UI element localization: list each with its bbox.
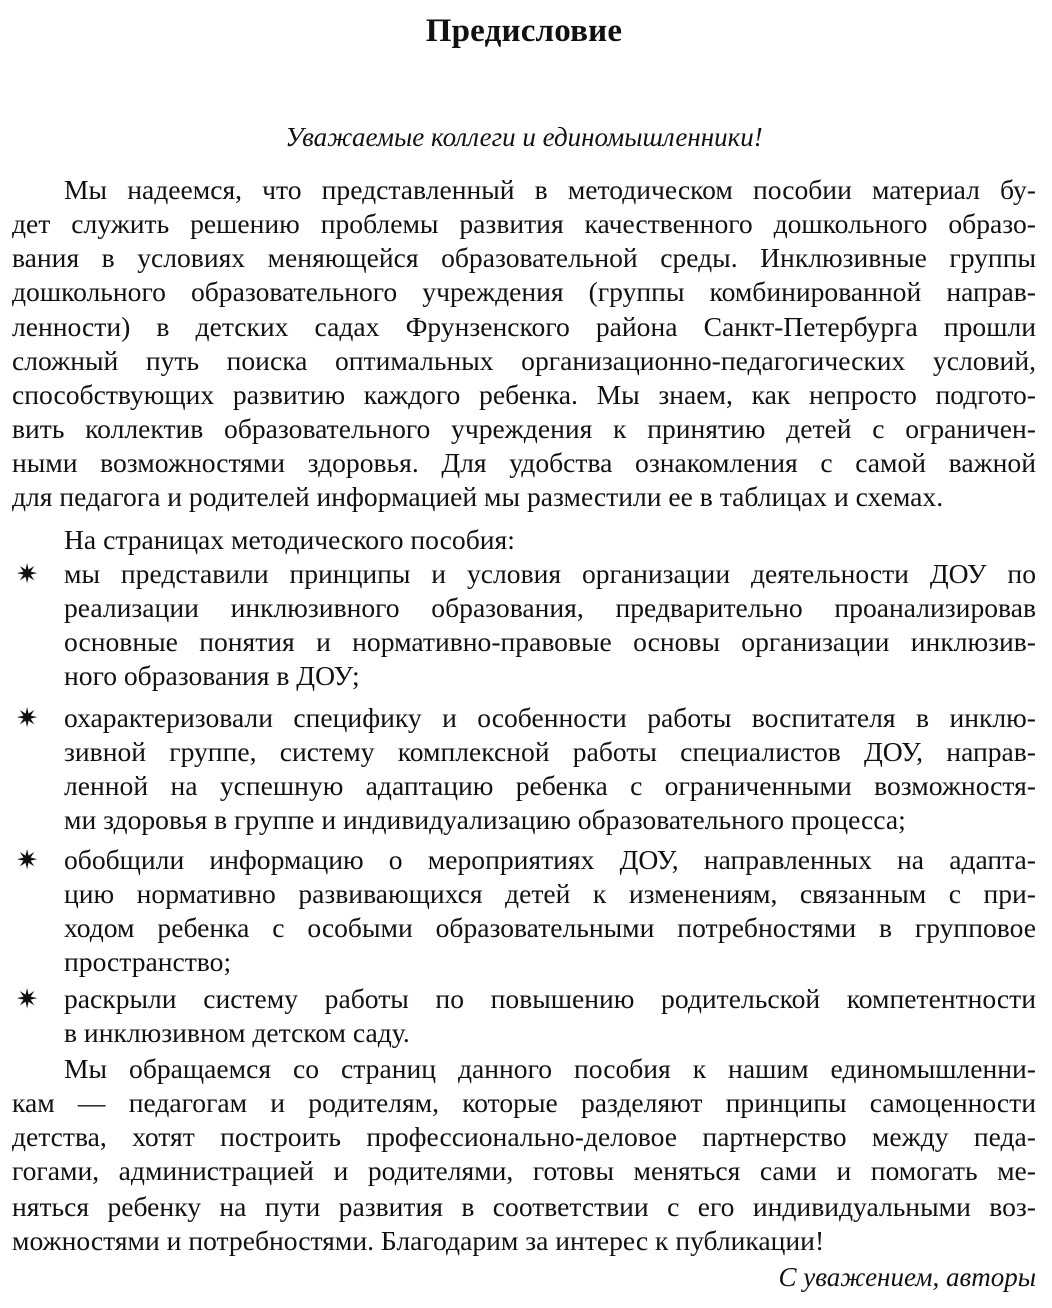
paragraph-1-line: для педагога и родителей информацией мы разместили ее в таблицах и схемах. — [12, 481, 944, 512]
list-intro: На страницах методического пособия: — [64, 524, 515, 555]
paragraph-2-line: кам — педагогам и родителям, которые разделяют принципы самоценности — [12, 1087, 1036, 1118]
bullet-line: цию нормативно развивающихся детей к изменениям, связанным с при- — [64, 878, 1036, 909]
bullet-item — [15, 982, 1036, 1016]
bullet-item — [15, 843, 1036, 877]
paragraph-1-line: ленности) в детских садах Фрунзенского района Санкт-Петербурга прошли — [12, 311, 1036, 342]
paragraph-1-line: дет служить решению проблемы развития качественного дошкольного образо- — [12, 208, 1036, 239]
bullet-line: в инклюзивном детском саду. — [64, 1017, 410, 1048]
paragraph-1-line: способствующих развитию каждого ребенка. Мы знаем, как непросто подгото- — [12, 379, 1036, 410]
bullet-line: реализации инклюзивного образования, предварительно проанализировав — [64, 592, 1036, 623]
paragraph-1-line: вания в условиях меняющейся образовательной среды. Инклюзивные группы — [12, 242, 1036, 273]
paragraph-1-line: ными возможностями здоровья. Для удобства ознакомления с самой важной — [12, 447, 1036, 478]
bullet-line: основные понятия и нормативно-правовые основы организации инклюзив- — [64, 626, 1036, 657]
paragraph-2-line: гогами, администрацией и родителями, готовы меняться сами и помогать ме- — [12, 1155, 1036, 1186]
bullet-text: обобщили информацию о мероприятиях ДОУ, направленных на адапта- — [64, 844, 1036, 875]
bullet-line: ного образования в ДОУ; — [64, 660, 360, 691]
paragraph-2-line: детства, хотят построить профессионально-деловое партнерство между педа- — [12, 1121, 1036, 1152]
paragraph-1-line: сложный путь поиска оптимальных организационно-педагогических условий, — [12, 345, 1036, 376]
paragraph-2-line: Мы обращаемся со страниц данного пособия к нашим единомышленни- — [64, 1053, 1036, 1084]
paragraph-2-line: няться ребенку на пути развития в соответствии с его индивидуальными воз- — [12, 1191, 1036, 1222]
bullet-item — [15, 701, 1036, 735]
asterisk-bullet-icon: ✷ — [15, 559, 39, 589]
asterisk-bullet-icon: ✷ — [15, 984, 39, 1014]
asterisk-bullet-icon: ✷ — [15, 703, 39, 733]
bullet-line: зивной группе, систему комплексной работы специалистов ДОУ, направ- — [64, 736, 1036, 767]
asterisk-bullet-icon: ✷ — [15, 845, 39, 875]
bullet-line: пространство; — [64, 946, 232, 977]
bullet-text: раскрыли систему работы по повышению родительской компетентности — [64, 983, 1036, 1014]
paragraph-1-line: вить коллектив образовательного учреждения к принятию детей с ограничен- — [12, 413, 1036, 444]
bullet-item — [15, 557, 1036, 591]
bullet-line: ходом ребенка с особыми образовательными потребностями в групповое — [64, 912, 1036, 943]
page-title: Предисловие — [425, 13, 623, 49]
bullet-line: ленной на успешную адаптацию ребенка с ограниченными возможностя- — [64, 770, 1036, 801]
bullet-text: мы представили принципы и условия организации деятельности ДОУ по — [64, 558, 1036, 589]
bullet-text: охарактеризовали специфику и особенности работы воспитателя в инклю- — [64, 702, 1036, 733]
bullet-line: ми здоровья в группе и индивидуализацию образовательного процесса; — [64, 804, 906, 835]
salutation: Уважаемые коллеги и единомышленники! — [285, 122, 763, 152]
paragraph-1-line: дошкольного образовательного учреждения (группы комбинированной направ- — [12, 276, 1036, 307]
paragraph-2-line: можностями и потребностями. Благодарим за интерес к публикации! — [12, 1225, 825, 1256]
paragraph-1-line: Мы надеемся, что представленный в методическом пособии материал бу- — [64, 174, 1036, 205]
signature: С уважением, авторы — [778, 1262, 1036, 1292]
